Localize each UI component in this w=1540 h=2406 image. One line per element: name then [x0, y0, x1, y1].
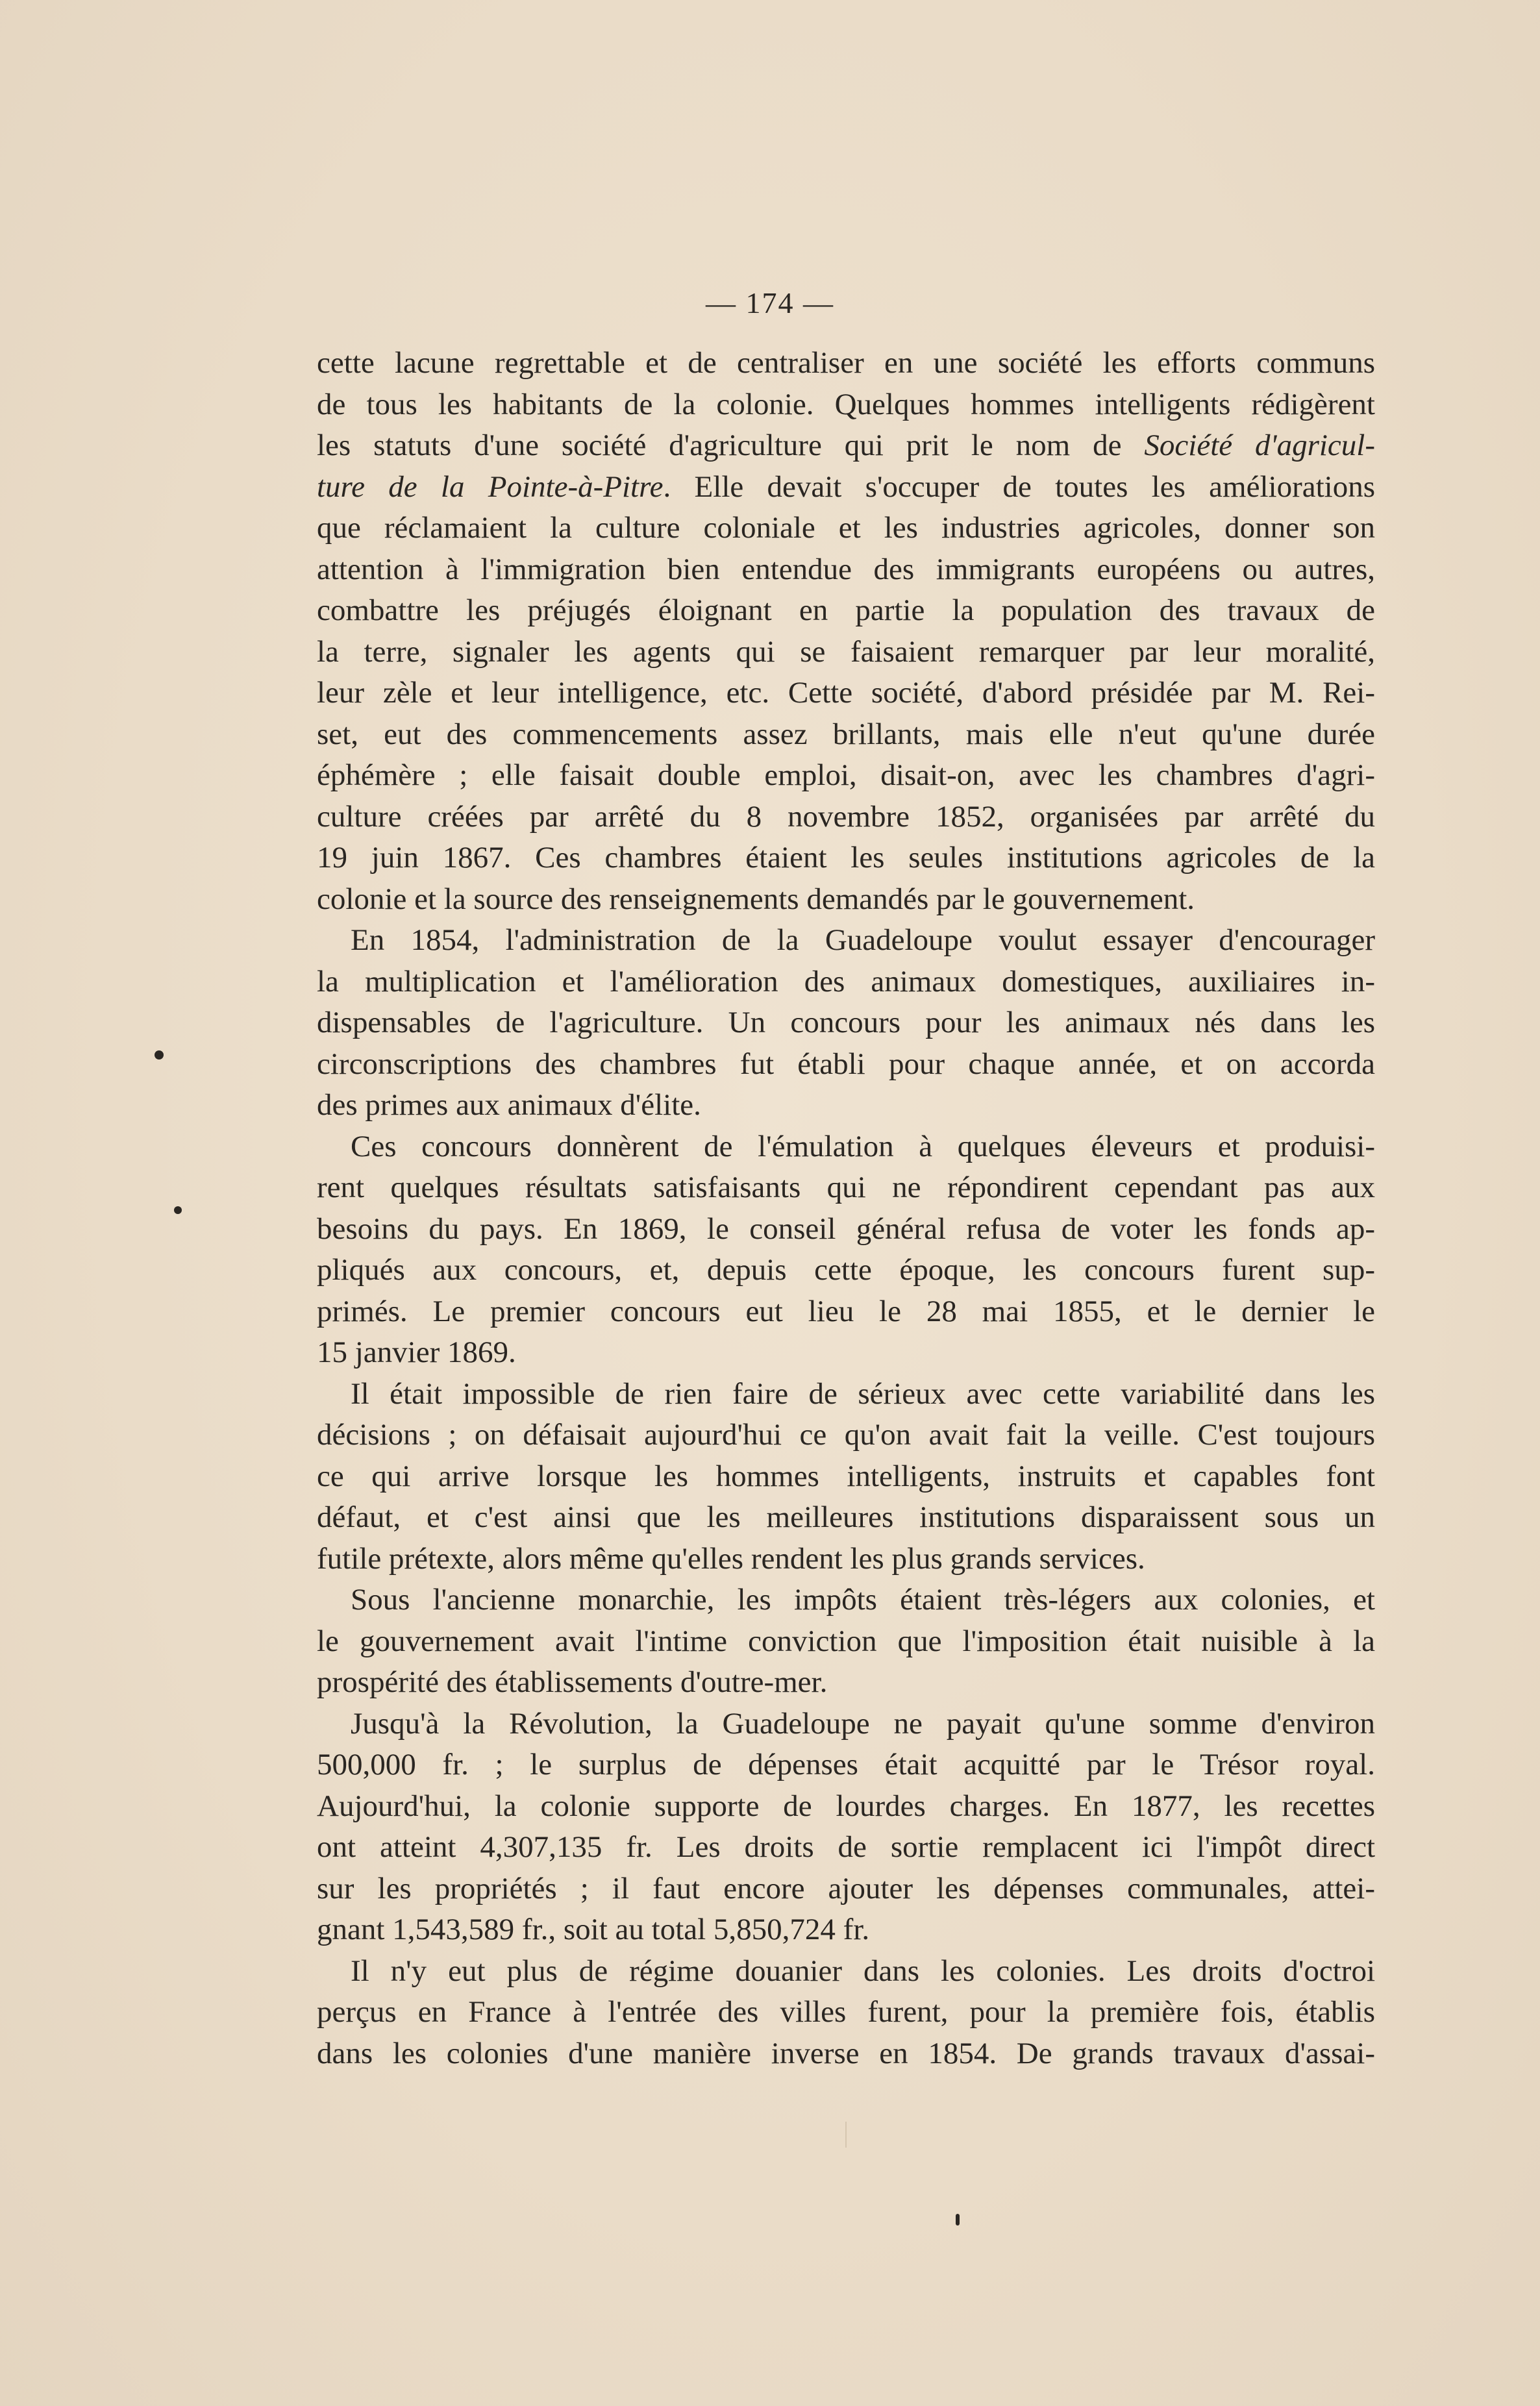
line-text: ont atteint 4,307,135 fr. Les droits de sortie remplacent ici l'impôt direct — [317, 1830, 1375, 1864]
line-text: culture créées par arrêté du 8 novembre 1852, organisées par arrêté du — [317, 799, 1375, 834]
text-line — [317, 879, 1375, 921]
line-text: perçus en France à l'entrée des villes furent, pour la première fois, établis — [317, 1995, 1375, 2029]
line-text: ce qui arrive lorsque les hommes intelligents, instruits et capables font — [317, 1459, 1375, 1493]
line-text: Il était impossible de rien faire de sérieux avec cette variabilité dans les — [351, 1376, 1375, 1411]
text-line — [317, 920, 1375, 961]
line-text: 19 juin 1867. Ces chambres étaient les seules institutions agricoles de la — [317, 841, 1375, 874]
text-line — [317, 1868, 1375, 1910]
text-line — [317, 1786, 1375, 1828]
text-line — [317, 384, 1375, 426]
line-text: dans les colonies d'une manière inverse en 1854. De grands travaux d'assai- — [317, 2036, 1375, 2070]
text-line — [317, 1539, 1375, 1580]
text-line — [317, 1909, 1375, 1951]
line-text: les statuts d'une société d'agriculture qui prit le nom de — [317, 428, 1145, 462]
text-line — [317, 1704, 1375, 1745]
line-text: combattre les préjugés éloignant en partie la population des travaux de — [317, 593, 1375, 627]
text-line — [317, 961, 1375, 1003]
line-text: de tous les habitants de la colonie. Quelques hommes intelligents rédigèrent — [317, 387, 1375, 421]
line-text: des primes aux animaux d'élite. — [317, 1088, 701, 1122]
line-text: dispensables de l'agriculture. Un concours pour les animaux nés dans les — [317, 1006, 1375, 1039]
text-line — [317, 2033, 1375, 2075]
text-line — [317, 1951, 1375, 1992]
text-line — [317, 1374, 1375, 1415]
text-line — [317, 1744, 1375, 1786]
line-text: le gouvernement avait l'intime conviction que l'imposition était nuisible à la — [317, 1624, 1375, 1658]
line-text: que réclamaient la culture coloniale et les industries agricoles, donner son — [317, 511, 1375, 545]
text-line — [317, 1456, 1375, 1498]
line-text: la terre, signaler les agents qui se faisaient remarquer par leur moralité, — [317, 634, 1375, 669]
line-text: set, eut des commencements assez brillants, mais elle n'eut qu'une durée — [317, 717, 1375, 751]
line-text: Jusqu'à la Révolution, la Guadeloupe ne payait qu'une somme d'environ — [351, 1706, 1375, 1741]
line-text: défaut, et c'est ainsi que les meilleures institutions disparaissent sous un — [317, 1500, 1375, 1534]
text-line — [317, 1497, 1375, 1539]
text-line — [317, 714, 1375, 756]
text-line — [317, 343, 1375, 384]
text-line — [317, 1250, 1375, 1291]
line-text: circonscriptions des chambres fut établi pour chaque année, et on accorda — [317, 1047, 1375, 1081]
text-line — [317, 549, 1375, 591]
paper-crease — [845, 2122, 847, 2148]
text-line — [317, 673, 1375, 714]
line-text: la multiplication et l'amélioration des animaux domestiques, auxiliaires in- — [317, 964, 1375, 998]
text-line — [317, 508, 1375, 549]
text-line — [317, 1085, 1375, 1126]
text-line — [317, 1209, 1375, 1250]
line-text: rent quelques résultats satisfaisants qui ne répondirent cependant pas aux — [317, 1171, 1375, 1204]
line-text: pliqués aux concours, et, depuis cette époque, les concours furent sup- — [317, 1253, 1375, 1287]
text-line — [317, 1827, 1375, 1868]
ink-speck — [174, 1206, 182, 1214]
line-text: éphémère ; elle faisait double emploi, disait-on, avec les chambres d'agri- — [317, 758, 1375, 792]
line-text: décisions ; on défaisait aujourd'hui ce qu'on avait fait la veille. C'est toujours — [317, 1418, 1375, 1452]
italic-text: Société d'agricul- — [1144, 428, 1375, 462]
text-line — [317, 1415, 1375, 1456]
line-text: 15 janvier 1869. — [317, 1335, 516, 1369]
text-line — [317, 1992, 1375, 2033]
body-text — [317, 343, 1375, 2074]
line-text: futile prétexte, alors même qu'elles rendent les plus grands services. — [317, 1541, 1145, 1576]
text-line — [317, 1291, 1375, 1333]
text-line — [317, 590, 1375, 632]
text-line — [317, 1580, 1375, 1621]
text-line — [317, 755, 1375, 797]
text-line — [317, 1126, 1375, 1168]
line-text: attention à l'immigration bien entendue des immigrants européens ou autres, — [317, 552, 1375, 586]
ink-speck — [956, 2214, 960, 2226]
line-text: Il n'y eut plus de régime douanier dans les colonies. Les droits d'octroi — [351, 1953, 1375, 1988]
text-line — [317, 1002, 1375, 1044]
text-line — [317, 425, 1375, 467]
line-text: gnant 1,543,589 fr., soit au total 5,850,724 fr. — [317, 1913, 870, 1946]
line-text: sur les propriétés ; il faut encore ajouter les dépenses communales, attei- — [317, 1871, 1375, 1905]
line-text: colonie et la source des renseignements demandés par le gouvernement. — [317, 882, 1195, 916]
line-text: leur zèle et leur intelligence, etc. Cette société, d'abord présidée par M. Rei- — [317, 676, 1375, 710]
text-line — [317, 1167, 1375, 1209]
line-text: Sous l'ancienne monarchie, les impôts étaient très-légers aux colonies, et — [351, 1583, 1375, 1617]
text-line — [317, 1621, 1375, 1663]
page-number: — 174 — — [706, 286, 834, 319]
text-line — [317, 632, 1375, 673]
text-line — [317, 797, 1375, 838]
line-text: cette lacune regrettable et de centraliser en une société les efforts communs — [317, 346, 1375, 380]
text-line — [317, 837, 1375, 879]
text-line — [317, 1332, 1375, 1374]
line-text: Aujourd'hui, la colonie supporte de lourdes charges. En 1877, les recettes — [317, 1789, 1375, 1823]
ink-speck — [155, 1050, 164, 1060]
line-text: 500,000 fr. ; le surplus de dépenses était acquitté par le Trésor royal. — [317, 1748, 1375, 1781]
line-text: besoins du pays. En 1869, le conseil général refusa de voter les fonds ap- — [317, 1211, 1375, 1246]
line-text: En 1854, l'administration de la Guadeloupe voulut essayer d'encourager — [351, 923, 1375, 957]
line-text: primés. Le premier concours eut lieu le 28 mai 1855, et le dernier le — [317, 1294, 1375, 1328]
text-line — [317, 1662, 1375, 1704]
line-text: prospérité des établissements d'outre-mer. — [317, 1665, 828, 1699]
text-line — [317, 1044, 1375, 1085]
line-text: . Elle devait s'occuper de toutes les améliorations — [663, 469, 1375, 504]
line-text: Ces concours donnèrent de l'émulation à quelques éleveurs et produisi- — [351, 1129, 1375, 1163]
text-line — [317, 467, 1375, 508]
italic-text: ture de la Pointe-à-Pitre — [317, 469, 664, 504]
